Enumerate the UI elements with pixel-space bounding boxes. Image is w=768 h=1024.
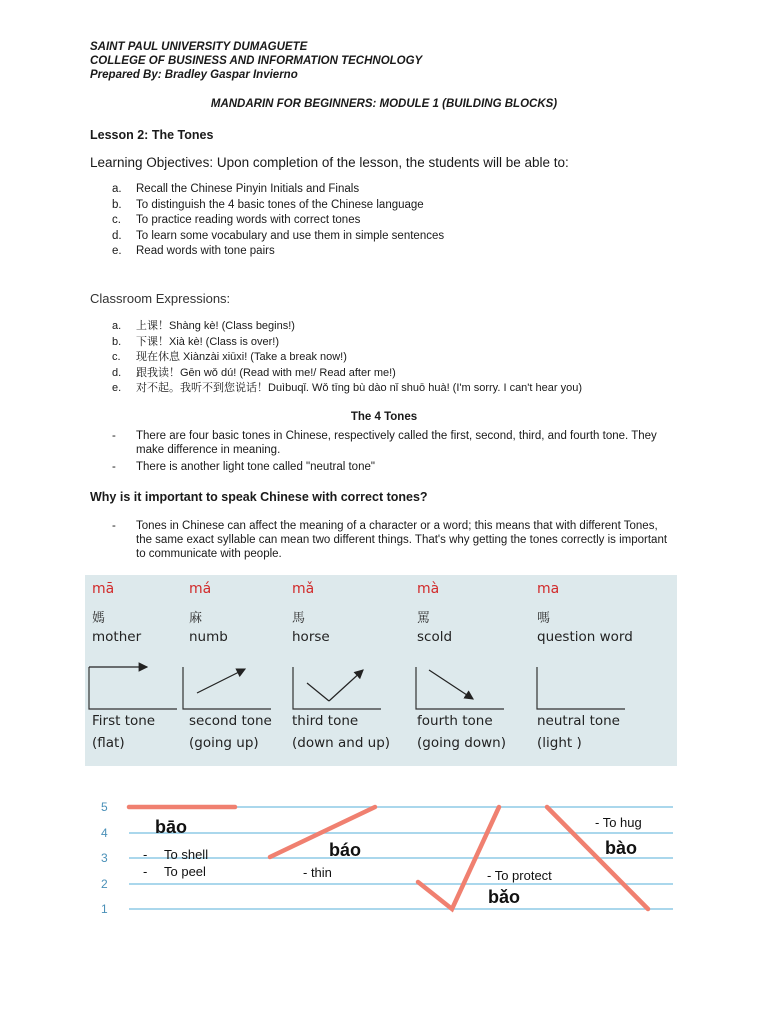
- module-title: MANDARIN FOR BEGINNERS: MODULE 1 (BUILDING BLOCKS): [210, 98, 558, 110]
- meaning-marker: -: [143, 847, 148, 862]
- list-text: 跟我读！Gēn wǒ dú! (Read with me!/ Read after me!): [136, 366, 396, 379]
- bullet-marker: -: [112, 461, 116, 473]
- tone-pinyin: mà: [417, 581, 440, 597]
- tone-character: 嗎: [537, 610, 551, 625]
- meaning-thin: - thin: [303, 865, 332, 880]
- tone-meaning: numb: [189, 629, 228, 645]
- list-item: [112, 381, 582, 397]
- meaning-to-peel: To peel: [164, 864, 206, 879]
- meaning-to-protect: - To protect: [487, 868, 552, 883]
- tone-character: 媽: [92, 610, 106, 625]
- list-marker: c.: [112, 351, 121, 363]
- tone-contour-diagrams: [85, 575, 677, 766]
- bullet-marker: -: [112, 520, 116, 532]
- level-number: 2: [101, 877, 108, 891]
- third-tone-contour: [293, 667, 381, 709]
- list-text: 下课！Xià kè! (Class is over!): [136, 335, 280, 348]
- tone-meaning: horse: [292, 629, 330, 645]
- list-marker: d.: [112, 229, 122, 242]
- college-name: COLLEGE OF BUSINESS AND INFORMATION TECHNOLOGY: [90, 55, 423, 67]
- list-item: [112, 244, 444, 260]
- tone-name: fourth tone: [417, 713, 493, 729]
- list-marker: a.: [112, 183, 122, 195]
- meaning-marker: -: [143, 864, 148, 879]
- level-lines: [129, 807, 673, 909]
- list-item: [112, 319, 582, 335]
- list-text: To learn some vocabulary and use them in simple sentences: [136, 229, 445, 242]
- list-text: Read words with tone pairs: [136, 245, 275, 257]
- list-item: [112, 366, 582, 382]
- objectives-list: [112, 182, 444, 260]
- list-marker: d.: [112, 366, 122, 379]
- bao-fourth-tone: bào: [605, 838, 638, 858]
- tone-meaning: scold: [417, 629, 453, 645]
- list-text: To practice reading words with correct tones: [136, 214, 361, 226]
- list-item: [112, 198, 444, 214]
- tone-description: (flat): [92, 735, 125, 751]
- level-number: 3: [101, 851, 108, 865]
- tone-name: First tone: [92, 713, 156, 729]
- classroom-heading: Classroom Expressions:: [90, 291, 231, 306]
- meaning-to-shell: To shell: [164, 847, 209, 862]
- fourth-tone-contour: [416, 667, 504, 709]
- tone-name: second tone: [189, 713, 272, 729]
- classroom-list: [112, 319, 582, 397]
- list-text: 上课！Shàng kè! (Class begins!): [136, 320, 295, 332]
- second-tone-contour: [183, 667, 271, 709]
- objectives-heading: Learning Objectives: Upon completion of the lesson, the students will be able to:: [90, 155, 569, 170]
- list-text: 对不起。我听不到您说话！Duìbuqǐ. Wǒ tīng bù dào nǐ shuō huà! (I'm sorry. I can't hear you): [136, 382, 582, 394]
- why-heading: Why is it important to speak Chinese with correct tones?: [90, 490, 428, 504]
- level-numbers: [101, 800, 108, 916]
- first-tone-contour: [89, 667, 177, 709]
- list-item: [112, 182, 444, 198]
- list-item: [112, 335, 582, 351]
- tone-description: (going up): [189, 735, 259, 751]
- list-marker: c.: [112, 214, 121, 226]
- bullet-text: Tones in Chinese can affect the meaning of a character or a word; this means that with different Tones, the same exact syllable can mean two different things. That's why getting the tones correctly is important to communicate with people.: [136, 520, 668, 560]
- bullet-text: There is another light tone called "neutral tone": [136, 461, 375, 473]
- neutral-tone-contour: [537, 667, 625, 709]
- meaning-to-hug: - To hug: [595, 815, 642, 830]
- list-text: Recall the Chinese Pinyin Initials and Finals: [136, 183, 360, 195]
- list-text: To distinguish the 4 basic tones of the Chinese language: [136, 198, 424, 211]
- bullet-marker: -: [112, 430, 116, 442]
- level-number: 4: [101, 826, 108, 840]
- bao-tone-chart: [85, 790, 677, 930]
- tone-meaning: mother: [92, 629, 142, 645]
- tone-description: (going down): [417, 735, 506, 751]
- tone-name: third tone: [292, 713, 359, 729]
- tone-description: (down and up): [292, 735, 391, 751]
- tone-name: neutral tone: [537, 713, 620, 729]
- tone-pinyin: mā: [92, 581, 115, 597]
- bullet-text: There are four basic tones in Chinese, respectively called the first, second, third, and fourth tone. They make difference in meaning.: [136, 430, 657, 456]
- level-number: 1: [101, 902, 108, 916]
- tone-pinyin: mǎ: [292, 581, 315, 597]
- list-item: [112, 213, 444, 229]
- bao-second-tone: báo: [329, 840, 362, 860]
- list-marker: b.: [112, 198, 122, 211]
- tone-pinyin: má: [189, 581, 212, 597]
- four-tones-heading: The 4 Tones: [350, 411, 418, 423]
- tone-meaning: question word: [537, 629, 633, 645]
- university-name: SAINT PAUL UNIVERSITY DUMAGUETE: [90, 41, 308, 53]
- prepared-by: Prepared By: Bradley Gaspar Invierno: [90, 69, 298, 81]
- list-marker: a.: [112, 320, 122, 332]
- bao-third-tone: bǎo: [488, 887, 521, 907]
- list-marker: e.: [112, 245, 122, 257]
- list-marker: e.: [112, 382, 122, 394]
- tone-table-panel: [85, 575, 677, 766]
- tone-character: 馬: [292, 610, 306, 625]
- tone-description: (light ): [537, 735, 582, 751]
- list-item: [112, 229, 444, 245]
- list-item: [112, 350, 582, 366]
- list-text: 现在休息 Xiànzài xiūxi! (Take a break now!): [136, 351, 347, 363]
- tone-character: 麻: [189, 610, 203, 625]
- list-marker: b.: [112, 335, 122, 348]
- bao-first-tone: bāo: [155, 817, 188, 837]
- lesson-title: Lesson 2: The Tones: [90, 128, 214, 142]
- tone-character: 罵: [417, 610, 431, 625]
- level-number: 5: [101, 800, 108, 814]
- tone-pinyin: ma: [537, 581, 560, 597]
